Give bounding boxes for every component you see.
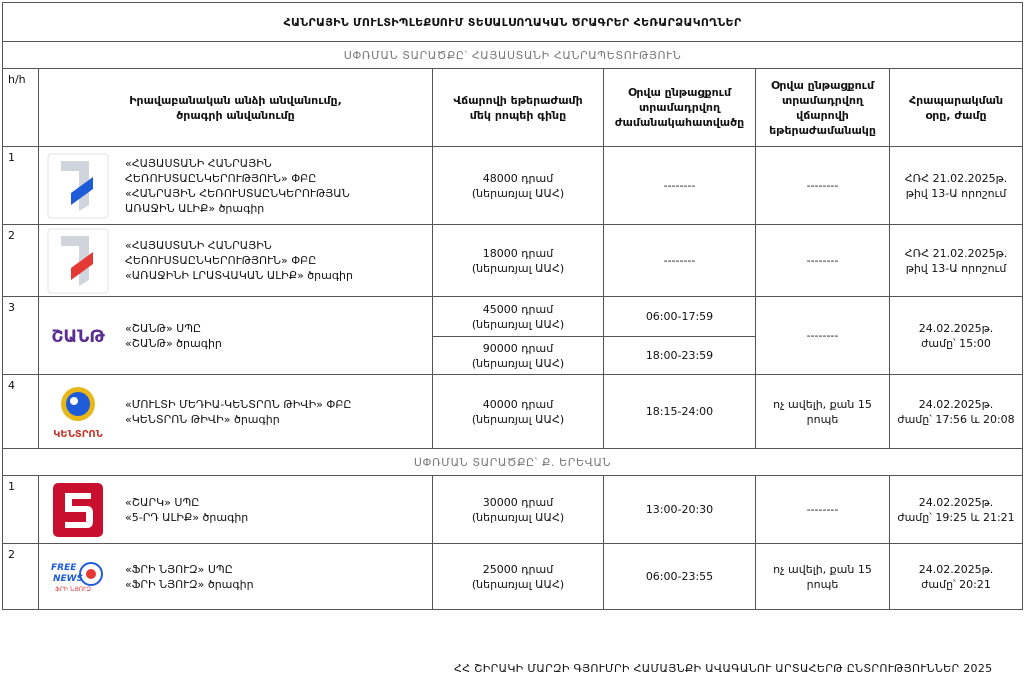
timerange-cell: 06:00-23:55	[604, 544, 756, 610]
paidtime-cell	[756, 544, 890, 610]
entity-name-line: «ՀԱՅԱՍՏԱՆԻ ՀԱՆՐԱՅԻՆ	[125, 239, 272, 252]
header-timerange	[604, 69, 756, 147]
entity-name-line: «ՄՈՒԼՏԻ ՄԵԴԻԱ-ԿԵՆՏՐՈՆ ԹԻՎԻ» ՓԲԸ	[125, 397, 352, 411]
publish-time: ժամը՝ 20:21	[921, 577, 991, 591]
table-row	[3, 544, 1023, 610]
publish-cell	[890, 544, 1023, 610]
price-value: 90000 դրամ	[482, 341, 554, 355]
row-number: 2	[3, 544, 39, 610]
table-row	[3, 297, 1023, 337]
armenia-1-news-logo	[47, 228, 109, 294]
price-note: (ներառյալ ԱԱՀ)	[471, 577, 565, 591]
price-cell	[433, 476, 604, 544]
row-number: 2	[3, 225, 39, 297]
price-cell	[433, 337, 604, 375]
header-publish	[890, 69, 1023, 147]
entity-name-line: «ՇԱՆԹ» ՍՊԸ	[125, 321, 202, 335]
publish-time: ժամը՝ 15:00	[921, 336, 991, 350]
paidtime-line: րոպե	[806, 577, 839, 591]
entity-cell	[39, 476, 433, 544]
publish-time: ժամը՝ 17:56 և 20:08	[897, 412, 1015, 426]
price-value: 30000 դրամ	[482, 495, 554, 509]
price-cell	[433, 297, 604, 337]
paidtime-cell: --------	[756, 225, 890, 297]
header-price-line: մեկ րոպեի գինը	[469, 108, 567, 122]
table-row	[3, 225, 1023, 297]
paidtime-line: ոչ ավելի, քան 15	[773, 562, 872, 576]
publish-date: ՀՌՀ 21.02.2025թ.	[904, 246, 1008, 260]
shant-logo-text: ՇԱՆԹ	[51, 326, 105, 347]
entity-name-line: ՀԵՌՈՒՍՏԱԸՆԿԵՐՈՒԹՅՈՒՆ» ՓԲԸ	[125, 254, 317, 267]
price-cell	[433, 375, 604, 449]
fifth-channel-logo	[47, 481, 109, 539]
armenia-1-logo	[47, 153, 109, 219]
table-row	[3, 147, 1023, 225]
document-title: ՀԱՆՐԱՅԻՆ ՄՈՒԼՏԻՊԼԵՔՍՈՒՄ ՏԵՍԱԼՍՈՂԱԿԱՆ ԾՐԱԳՐԵՐ ՀԵՌԱՐՁԱԿՈՂՆԵՐ	[3, 3, 1023, 42]
entity-name-line: «ՇԱՐԿ» ՍՊԸ	[125, 495, 200, 509]
price-cell	[433, 147, 604, 225]
row-number: 1	[3, 147, 39, 225]
header-price-line: Վճարովի եթերաժամի	[453, 93, 583, 107]
entity-cell	[39, 147, 433, 225]
price-note: (ներառյալ ԱԱՀ)	[471, 510, 565, 524]
header-row	[3, 69, 1023, 147]
header-timerange-line: Օրվա ընթացքում	[627, 86, 732, 99]
entity-name-line: «ՖՐԻ ՆՅՈՒԶ» ծրագիր	[125, 577, 254, 591]
publish-date: ՀՌՀ 21.02.2025թ.	[904, 171, 1008, 185]
paidtime-cell: --------	[756, 147, 890, 225]
header-num: հ/հ	[3, 69, 39, 147]
publish-cell	[890, 147, 1023, 225]
entity-name-line: «ՀԱՆՐԱՅԻՆ ՀԵՌՈՒՍՏԱԸՆԿԵՐՈՒԹՅԱՆ	[125, 186, 350, 200]
price-note: (ներառյալ ԱԱՀ)	[471, 412, 565, 426]
footer-text: ՀՀ ՇԻՐԱԿԻ ՄԱՐԶԻ ԳՅՈՒՄՐԻ ՀԱՄԱՅՆՔԻ ԱՎԱԳԱՆՈՒ ԱՐՏԱՀԵՐԹ ԸՆՏՐՈՒԹՅՈՒՆՆԵՐ 2025	[454, 662, 993, 675]
free-news-logo-mid: NEWS	[53, 573, 84, 584]
publish-date: 24.02.2025թ.	[918, 321, 994, 335]
header-paidtime-line: տրամադրվող	[781, 93, 864, 107]
header-publish-line: Հրապարակման	[908, 93, 1004, 107]
paidtime-line: րոպե	[806, 412, 839, 426]
row-number: 4	[3, 375, 39, 449]
table-row	[3, 375, 1023, 449]
timerange-cell: --------	[604, 147, 756, 225]
entity-name-line: «5-ՐԴ ԱԼԻՔ» ծրագիր	[125, 510, 249, 524]
price-value: 40000 դրամ	[482, 397, 554, 411]
header-paidtime-line: Օրվա ընթացքում	[770, 78, 875, 92]
entity-name-line: «ՖՐԻ ՆՅՈՒԶ» ՍՊԸ	[125, 562, 233, 576]
timerange-cell: 18:15-24:00	[604, 375, 756, 449]
header-timerange-line: ժամանակահատվածը	[614, 116, 745, 129]
kentron-logo	[47, 382, 109, 442]
entity-cell	[39, 375, 433, 449]
timerange-cell: --------	[604, 225, 756, 297]
entity-cell	[39, 297, 433, 375]
row-number: 1	[3, 476, 39, 544]
publish-time: թիվ 13-Ա որոշում	[905, 186, 1007, 200]
free-news-logo-top: FREE	[51, 562, 77, 573]
timerange-cell: 13:00-20:30	[604, 476, 756, 544]
publish-date: 24.02.2025թ.	[918, 495, 994, 509]
price-note: (ներառյալ ԱԱՀ)	[471, 261, 565, 275]
header-timerange-line: տրամադրվող	[638, 101, 721, 114]
timerange-cell: 06:00-17:59	[604, 297, 756, 337]
entity-cell	[39, 225, 433, 297]
zone-yerevan-heading: ՍՓՌՄԱՆ ՏԱՐԱԾՔԸ՝ Ք. ԵՐԵՎԱՆ	[3, 449, 1023, 476]
entity-name-line: «ՇԱՆԹ» ծրագիր	[125, 336, 222, 350]
paidtime-cell: --------	[756, 476, 890, 544]
table-row	[3, 476, 1023, 544]
publish-cell	[890, 375, 1023, 449]
entity-name-line: «ԿԵՆՏՐՈՆ ԹԻՎԻ» ծրագիր	[125, 412, 280, 426]
header-name-line: Իրավաբանական անձի անվանումը,	[129, 93, 342, 107]
kentron-logo-text: ԿԵՆՏՐՈՆ	[53, 428, 103, 440]
header-paidtime-line: եթերաժամանակը	[769, 123, 876, 137]
publish-cell	[890, 225, 1023, 297]
publish-time: թիվ 13-Ա որոշում	[905, 261, 1007, 275]
publish-time: ժամը՝ 19:25 և 21:21	[897, 510, 1015, 524]
paidtime-cell	[756, 375, 890, 449]
zone-armenia-heading: ՍՓՌՄԱՆ ՏԱՐԱԾՔԸ՝ ՀԱՅԱՍՏԱՆԻ ՀԱՆՐԱՊԵՏՈՒԹՅՈՒՆ	[3, 42, 1023, 69]
price-value: 18000 դրամ	[482, 246, 554, 260]
free-news-logo-bottom: ՖՐԻ ՆՅՈՒԶ	[55, 585, 91, 593]
price-value: 45000 դրամ	[482, 302, 554, 316]
entity-name-line: ՀԵՌՈՒՍՏԱԸՆԿԵՐՈՒԹՅՈՒՆ» ՓԲԸ	[125, 171, 317, 185]
broadcast-schedule-table	[2, 2, 1023, 610]
price-cell	[433, 225, 604, 297]
header-paidtime	[756, 69, 890, 147]
header-name	[39, 69, 433, 147]
entity-name-line: «ՀԱՅԱՍՏԱՆԻ ՀԱՆՐԱՅԻՆ	[125, 156, 272, 170]
entity-name-line: ԱՌԱՋԻՆ ԱԼԻՔ» ծրագիր	[125, 201, 265, 215]
timerange-cell: 18:00-23:59	[604, 337, 756, 375]
entity-name-line: «ԱՌԱՋԻՆԻ ԼՐԱՏՎԱԿԱՆ ԱԼԻՔ» ծրագիր	[125, 269, 354, 282]
header-paidtime-line: վճարովի	[796, 108, 849, 122]
publish-date: 24.02.2025թ.	[918, 397, 994, 411]
price-value: 25000 դրամ	[482, 562, 554, 576]
publish-cell	[890, 297, 1023, 375]
header-price	[433, 69, 604, 147]
paidtime-cell: --------	[756, 297, 890, 375]
price-note: (ներառյալ ԱԱՀ)	[471, 186, 565, 200]
price-note: (ներառյալ ԱԱՀ)	[471, 317, 565, 331]
header-name-line: ծրագրի անվանումը	[176, 108, 295, 122]
free-news-logo	[47, 557, 109, 597]
shant-logo	[47, 324, 109, 348]
price-value: 48000 դրամ	[482, 171, 554, 185]
entity-cell	[39, 544, 433, 610]
row-number: 3	[3, 297, 39, 375]
price-cell	[433, 544, 604, 610]
price-note: (ներառյալ ԱԱՀ)	[471, 356, 565, 370]
header-publish-line: օրը, ժամը	[925, 108, 987, 122]
paidtime-line: ոչ ավելի, քան 15	[773, 397, 872, 411]
publish-cell	[890, 476, 1023, 544]
publish-date: 24.02.2025թ.	[918, 562, 994, 576]
